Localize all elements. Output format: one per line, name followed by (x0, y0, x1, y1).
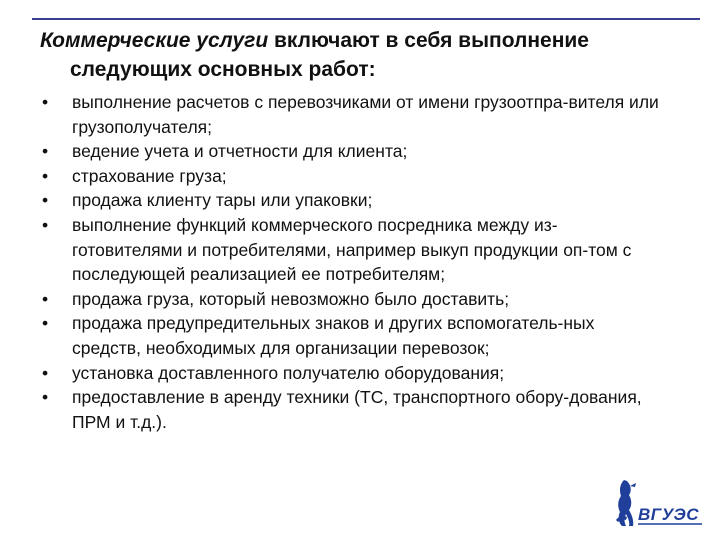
list-item-text: установка доставленного получателю оборудования; (72, 362, 505, 383)
list-item-text: страхование груза; (72, 165, 227, 186)
top-rule (32, 18, 700, 20)
list-item (40, 188, 660, 213)
title-rest: включают в себя выполнение (268, 29, 589, 52)
bullet-dot: • (42, 165, 49, 186)
bullet-dot: • (42, 141, 49, 162)
list-item (40, 287, 660, 312)
list-item (40, 213, 660, 287)
bullet-dot: • (42, 214, 49, 235)
bullet-dot: • (42, 288, 49, 309)
bullet-list (40, 90, 660, 434)
logo-emblem-icon (616, 480, 636, 526)
list-item (40, 164, 660, 189)
list-item-text: продажа клиенту тары или упаковки; (72, 190, 373, 211)
bullet-dot: • (42, 387, 49, 408)
bullet-dot: • (42, 92, 49, 112)
list-item (40, 90, 660, 139)
list-item-text: продажа предупредительных знаков и других вспомогатель-ных средств, необходимых для организации перевозок; (72, 313, 595, 358)
slide-title (40, 26, 700, 84)
list-item-text: выполнение расчетов с перевозчиками от имени грузоотпра-вителя или грузополучателя; (72, 92, 659, 137)
list-item-text: ведение учета и отчетности для клиента; (72, 141, 408, 162)
list-item (40, 361, 660, 386)
logo-text: ВГУЭС (638, 505, 699, 524)
list-item (40, 311, 660, 360)
list-item (40, 139, 660, 164)
list-item-text: продажа груза, который невозможно было доставить; (72, 288, 510, 309)
list-item-text: выполнение функций коммерческого посредника между из-готовителями и потребителями, например выкуп продукции оп-том с последующей реализацией ее потребителям; (72, 214, 632, 285)
bullet-dot: • (42, 190, 49, 211)
title-line2: следующих основных работ: (70, 58, 376, 81)
title-italic: Коммерческие услуги (40, 29, 269, 52)
list-item (40, 385, 660, 434)
bullet-dot: • (42, 313, 49, 334)
university-logo (610, 476, 706, 532)
list-item-text: предоставление в аренду техники (ТС, транспортного обору-дования, ПРМ и т.д.). (72, 387, 642, 432)
bullet-dot: • (42, 362, 49, 383)
